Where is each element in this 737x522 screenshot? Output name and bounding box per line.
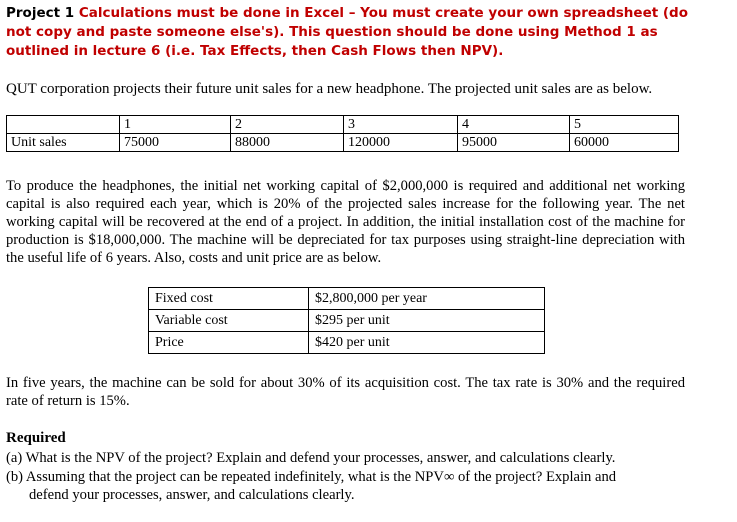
sales-cell: 88000 <box>231 134 344 152</box>
year-cell: 2 <box>231 116 344 134</box>
cost-value: $295 per unit <box>309 310 545 332</box>
required-heading: Required <box>6 430 66 446</box>
project-title-bold: Project 1 <box>6 5 75 21</box>
year-cell: 1 <box>120 116 231 134</box>
unit-sales-row <box>7 134 679 152</box>
cost-table <box>148 287 545 354</box>
project-title <box>6 4 706 61</box>
cost-label: Price <box>149 332 309 354</box>
question-b-line1: (b) Assuming that the project can be repeated indefinitely, what is the NPV∞ of the project? Explain and <box>6 469 617 485</box>
cost-label: Fixed cost <box>149 288 309 310</box>
year-cell: 5 <box>570 116 679 134</box>
question-b <box>6 468 696 504</box>
question-a: (a) What is the NPV of the project? Explain and defend your processes, answer, and calculations clearly. <box>6 450 616 466</box>
year-cell: 4 <box>458 116 570 134</box>
sales-cell: 75000 <box>120 134 231 152</box>
cost-row <box>149 310 545 332</box>
sales-cell: 95000 <box>458 134 570 152</box>
year-cell: 3 <box>344 116 458 134</box>
working-capital-paragraph: To produce the headphones, the initial net working capital of $2,000,000 is required and additional net working capital is also required each year, which is 20% of the projected sales increase for the following year. The net working capital will be recovered at the end of a project. In addition, the initial installation cost of the machine for production is $18,000,000. The machine will be depreciated for tax purposes using straight-line depreciation with the useful life of 6 years. Also, costs and unit price are as below. <box>6 178 685 266</box>
salvage-tax-paragraph: In five years, the machine can be sold for about 30% of its acquisition cost. The tax rate is 30% and the required rate of return is 15%. <box>6 375 685 409</box>
cost-label: Variable cost <box>149 310 309 332</box>
row-label: Unit sales <box>7 134 120 152</box>
year-header-row <box>7 116 679 134</box>
question-b-line2: defend your processes, answer, and calculations clearly. <box>29 487 355 503</box>
sales-cell: 60000 <box>570 134 679 152</box>
cost-row <box>149 288 545 310</box>
cost-value: $420 per unit <box>309 332 545 354</box>
sales-cell: 120000 <box>344 134 458 152</box>
project-instructions: Calculations must be done in Excel – You must create your own spreadsheet (do not copy and paste someone else's). This question should be done using Method 1 as outlined in lecture 6 (i.e. Tax Effects, then Cash Flows then NPV). <box>6 5 688 59</box>
cost-row <box>149 332 545 354</box>
unit-sales-table <box>6 115 679 152</box>
cost-value: $2,800,000 per year <box>309 288 545 310</box>
empty-cell <box>7 116 120 134</box>
intro-text: QUT corporation projects their future unit sales for a new headphone. The projected unit sales are as below. <box>6 81 653 97</box>
